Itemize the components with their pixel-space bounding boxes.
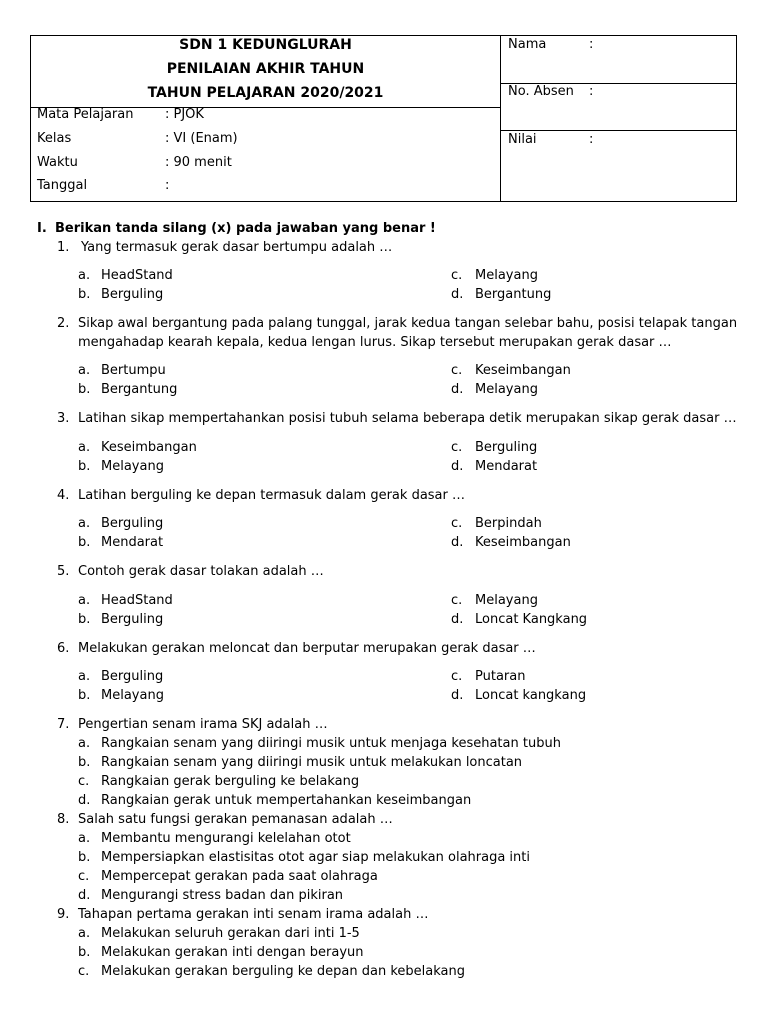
option-letter: a. — [78, 669, 91, 684]
option-letter: c. — [451, 268, 463, 283]
score-label: Nilai — [508, 132, 537, 147]
option-letter: c. — [451, 593, 463, 608]
option-text: Keseimbangan — [101, 440, 197, 455]
option-letter: c. — [451, 363, 463, 378]
option-text: Berguling — [475, 440, 538, 455]
option-letter: d. — [78, 793, 91, 808]
student-name-field: : — [589, 37, 594, 52]
option-letter: c. — [78, 964, 90, 979]
question-8-text: Salah satu fungsi gerakan pemanasan adalah … — [78, 812, 393, 827]
option-text: Melakukan gerakan berguling ke depan dan kebelakang — [101, 964, 465, 979]
option-letter: d. — [451, 382, 464, 397]
option-letter: b. — [78, 945, 91, 960]
option-letter: d. — [78, 888, 91, 903]
subject-label: Mata Pelajaran — [37, 107, 134, 122]
option-letter: a. — [78, 268, 91, 283]
question-7-number: 7. — [57, 717, 70, 732]
question-6-number: 6. — [57, 641, 70, 656]
option-letter: a. — [78, 926, 91, 941]
option-text: Keseimbangan — [475, 363, 571, 378]
question-2-number: 2. — [57, 316, 70, 331]
option-letter: b. — [78, 535, 91, 550]
option-text: Mempercepat gerakan pada saat olahraga — [101, 869, 378, 884]
question-4-text: Latihan berguling ke depan termasuk dalam gerak dasar … — [78, 488, 465, 503]
question-2-text-line-1: Sikap awal bergantung pada palang tunggal, jarak kedua tangan selebar bahu, posisi telapak tangan — [78, 316, 738, 331]
option-letter: a. — [78, 440, 91, 455]
option-text: Melayang — [475, 593, 538, 608]
option-letter: a. — [78, 516, 91, 531]
question-7-text: Pengertian senam irama SKJ adalah … — [78, 717, 328, 732]
option-text: HeadStand — [101, 593, 173, 608]
option-text: Mempersiapkan elastisitas otot agar siap melakukan olahraga inti — [101, 850, 530, 865]
class-value: : VI (Enam) — [165, 131, 238, 146]
option-text: Rangkaian senam yang diiringi musik untuk menjaga kesehatan tubuh — [101, 736, 561, 751]
question-8-number: 8. — [57, 812, 70, 827]
option-letter: d. — [451, 287, 464, 302]
academic-year: TAHUN PELAJARAN 2020/2021 — [147, 85, 384, 101]
option-letter: c. — [451, 516, 463, 531]
option-text: Loncat kangkang — [475, 688, 587, 703]
absen-label: No. Absen — [508, 84, 574, 99]
option-letter: c. — [451, 669, 463, 684]
section-number: I. — [37, 221, 47, 236]
absen-field: : — [589, 84, 594, 99]
option-text: Bergantung — [101, 382, 178, 397]
student-name-label: Nama — [508, 37, 547, 52]
option-text: Berguling — [101, 287, 164, 302]
option-text: Melayang — [475, 268, 538, 283]
option-text: Melayang — [101, 688, 164, 703]
option-text: Loncat Kangkang — [475, 612, 588, 627]
option-text: Rangkaian senam yang diiringi musik untuk melakukan loncatan — [101, 755, 523, 770]
option-letter: d. — [451, 459, 464, 474]
option-letter: b. — [78, 382, 91, 397]
option-letter: c. — [451, 440, 463, 455]
option-text: Mendarat — [475, 459, 538, 474]
date-label: Tanggal — [37, 178, 88, 193]
option-text: Mendarat — [101, 535, 164, 550]
option-letter: d. — [451, 535, 464, 550]
option-text: Berguling — [101, 612, 164, 627]
question-9-text: Tahapan pertama gerakan inti senam irama adalah … — [78, 907, 429, 922]
score-field: : — [589, 132, 594, 147]
option-text: Melayang — [475, 382, 538, 397]
option-letter: b. — [78, 688, 91, 703]
question-6-text: Melakukan gerakan meloncat dan berputar merupakan gerak dasar … — [78, 641, 536, 656]
section-instruction: Berikan tanda silang (x) pada jawaban yang benar ! — [55, 221, 436, 236]
option-text: Bertumpu — [101, 363, 166, 378]
option-text: Putaran — [475, 669, 526, 684]
subject-value: : PJOK — [165, 107, 204, 122]
option-letter: c. — [78, 774, 90, 789]
class-label: Kelas — [37, 131, 72, 146]
option-letter: b. — [78, 755, 91, 770]
option-letter: d. — [451, 688, 464, 703]
time-label: Waktu — [37, 155, 78, 170]
question-2-text-line-2: mengahadap kearah kepala, kedua lengan lurus. Sikap tersebut merupakan gerak dasar … — [78, 335, 672, 350]
question-3-text: Latihan sikap mempertahankan posisi tubuh selama beberapa detik merupakan sikap gerak dasar … — [78, 411, 737, 426]
question-1-text: Yang termasuk gerak dasar bertumpu adalah … — [81, 240, 393, 255]
option-letter: a. — [78, 831, 91, 846]
option-text: Melakukan seluruh gerakan dari inti 1-5 — [101, 926, 360, 941]
option-text: Berpindah — [475, 516, 542, 531]
school-name: SDN 1 KEDUNGLURAH — [179, 37, 352, 53]
option-letter: b. — [78, 287, 91, 302]
option-text: Rangkaian gerak berguling ke belakang — [101, 774, 360, 789]
option-text: Keseimbangan — [475, 535, 571, 550]
option-letter: a. — [78, 363, 91, 378]
question-9-number: 9. — [57, 907, 70, 922]
option-letter: b. — [78, 612, 91, 627]
question-3-number: 3. — [57, 411, 70, 426]
option-letter: c. — [78, 869, 90, 884]
date-value: : — [165, 178, 170, 193]
option-text: Melayang — [101, 459, 164, 474]
question-5-text: Contoh gerak dasar tolakan adalah … — [78, 564, 324, 579]
option-text: Melakukan gerakan inti dengan berayun — [101, 945, 364, 960]
option-text: HeadStand — [101, 268, 173, 283]
question-5-number: 5. — [57, 564, 70, 579]
option-text: Mengurangi stress badan dan pikiran — [101, 888, 344, 903]
option-text: Berguling — [101, 516, 164, 531]
exam-title: PENILAIAN AKHIR TAHUN — [166, 61, 365, 77]
option-text: Membantu mengurangi kelelahan otot — [101, 831, 351, 846]
header-absen-divider — [500, 130, 737, 131]
option-letter: a. — [78, 593, 91, 608]
option-text: Berguling — [101, 669, 164, 684]
option-letter: d. — [451, 612, 464, 627]
option-text: Bergantung — [475, 287, 552, 302]
option-letter: a. — [78, 736, 91, 751]
question-4-number: 4. — [57, 488, 70, 503]
time-value: : 90 menit — [165, 155, 232, 170]
option-letter: b. — [78, 850, 91, 865]
option-text: Rangkaian gerak untuk mempertahankan keseimbangan — [101, 793, 472, 808]
question-1-number: 1. — [57, 240, 70, 255]
option-letter: b. — [78, 459, 91, 474]
